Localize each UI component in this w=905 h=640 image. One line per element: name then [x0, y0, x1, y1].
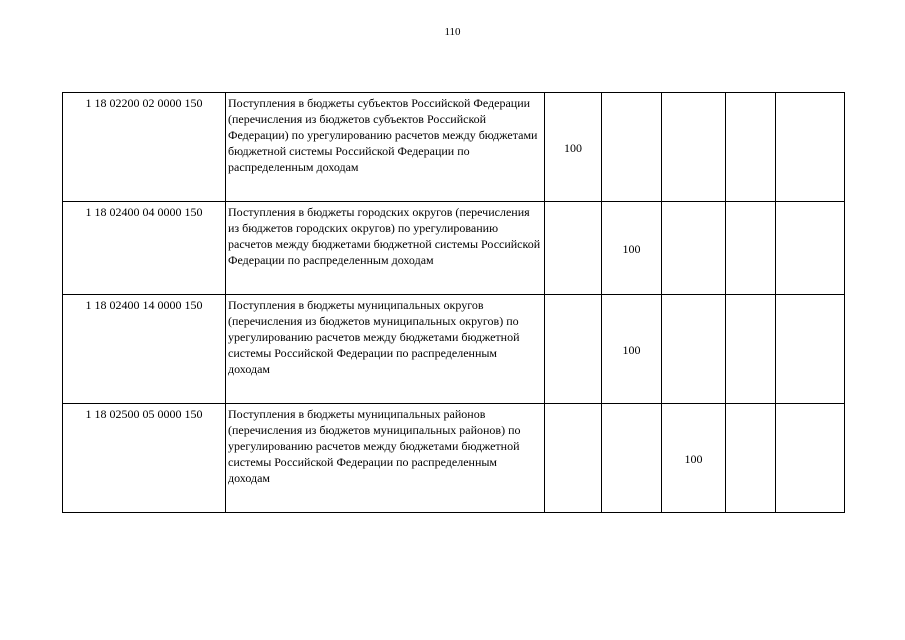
table-row	[63, 93, 845, 202]
table-row	[63, 202, 845, 295]
revenue-description-cell: Поступления в бюджеты муниципальных районов (перечисления из бюджетов муниципальных районов) по урегулированию расчетов между бюджетами бюджетной системы Российской Федерации по распределенным доходам	[226, 404, 545, 513]
revenue-code-cell: 1 18 02400 04 0000 150	[63, 202, 226, 295]
page-number: 110	[444, 26, 461, 38]
value-cell	[776, 202, 845, 295]
value-cell	[602, 404, 662, 513]
value-cell	[602, 93, 662, 202]
value-cell	[726, 202, 776, 295]
value-cell: 100	[545, 93, 602, 202]
value-cell	[662, 93, 726, 202]
value-cell	[662, 295, 726, 404]
table-row	[63, 404, 845, 513]
table-row	[63, 295, 845, 404]
revenue-code-cell: 1 18 02200 02 0000 150	[63, 93, 226, 202]
revenue-code-cell: 1 18 02400 14 0000 150	[63, 295, 226, 404]
revenue-description-cell: Поступления в бюджеты субъектов Российской Федерации (перечисления из бюджетов субъектов Российской Федерации) по урегулированию расчетов между бюджетами бюджетной системы Российской Федерации по распределенным доходам	[226, 93, 545, 202]
value-cell: 100	[662, 404, 726, 513]
value-cell	[662, 202, 726, 295]
value-cell	[726, 295, 776, 404]
value-cell	[545, 404, 602, 513]
value-cell: 100	[602, 295, 662, 404]
budget-revenue-table	[62, 92, 845, 513]
revenue-description-cell: Поступления в бюджеты муниципальных округов (перечисления из бюджетов муниципальных округов) по урегулированию расчетов между бюджетами бюджетной системы Российской Федерации по распределенным доходам	[226, 295, 545, 404]
revenue-code-cell: 1 18 02500 05 0000 150	[63, 404, 226, 513]
value-cell	[776, 295, 845, 404]
value-cell	[726, 93, 776, 202]
value-cell	[545, 202, 602, 295]
value-cell	[776, 404, 845, 513]
value-cell: 100	[602, 202, 662, 295]
value-cell	[545, 295, 602, 404]
value-cell	[776, 93, 845, 202]
revenue-description-cell: Поступления в бюджеты городских округов (перечисления из бюджетов городских округов) по урегулированию расчетов между бюджетами бюджетной системы Российской Федерации по распределенным доходам	[226, 202, 545, 295]
value-cell	[726, 404, 776, 513]
